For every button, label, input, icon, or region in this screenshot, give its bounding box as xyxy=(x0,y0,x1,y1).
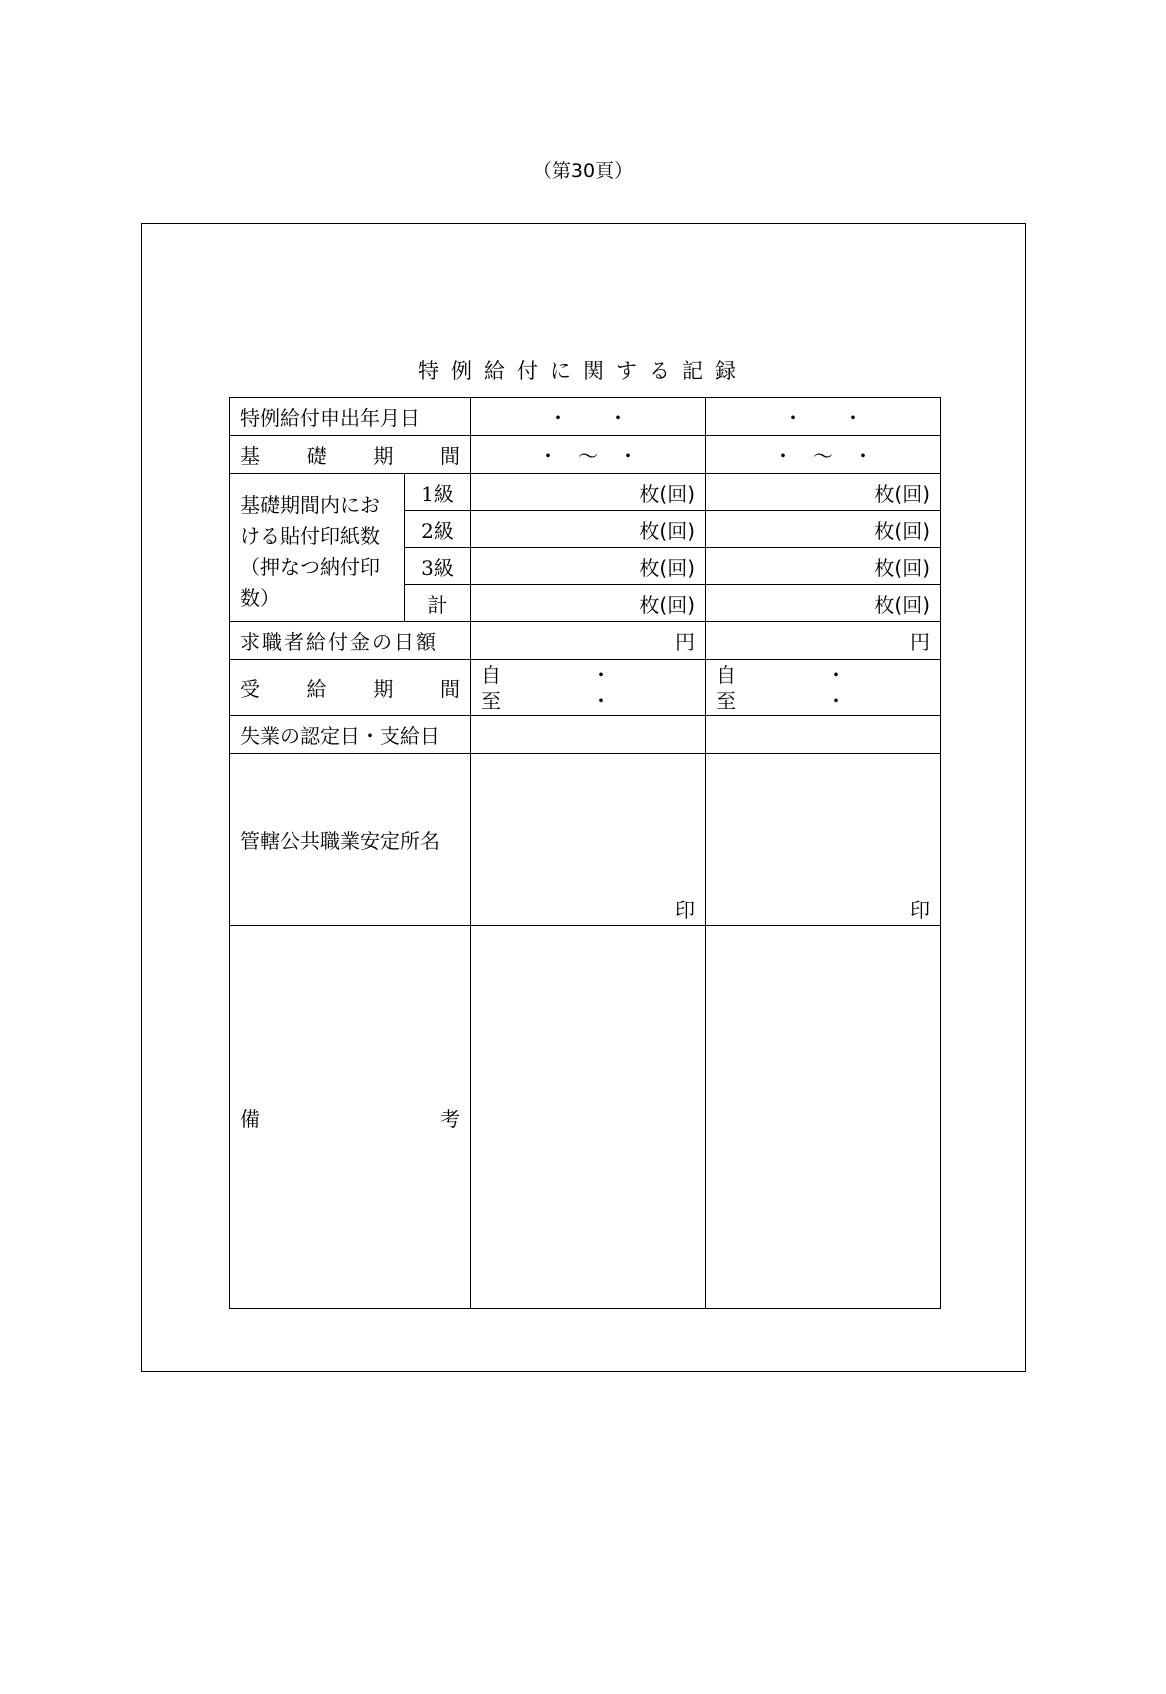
stamps-count-field-2[interactable]: 枚(回) xyxy=(706,585,941,622)
date-dot: ・ xyxy=(591,662,611,687)
seal-mark: 印 xyxy=(910,898,930,922)
benefit-period-label xyxy=(230,660,471,716)
benefit-period-field-2[interactable] xyxy=(706,660,941,716)
certification-label: 失業の認定日・支給日 xyxy=(230,716,471,754)
stamps-count-field-2[interactable]: 枚(回) xyxy=(706,548,941,585)
benefit-period-row xyxy=(230,660,941,716)
to-label: 至 xyxy=(481,688,501,713)
to-label: 至 xyxy=(716,688,736,713)
stamps-label xyxy=(230,474,405,622)
stamps-label-text: 基礎期間内における貼付印紙数（押なつ納付印数） xyxy=(240,493,380,610)
remarks-label xyxy=(230,926,471,1309)
daily-amount-label: 求職者給付金の日額 xyxy=(230,622,471,660)
remarks-label-char: 考 xyxy=(440,1106,460,1131)
from-label: 自 xyxy=(716,662,736,687)
office-label: 管轄公共職業安定所名 xyxy=(230,754,471,926)
stamps-count-field-1[interactable]: 枚(回) xyxy=(471,511,706,548)
stamps-grade-label: 1級 xyxy=(405,474,471,511)
base-period-label-char: 基 xyxy=(240,444,260,468)
application-date-field-2[interactable]: ・ ・ xyxy=(706,398,941,436)
stamps-count-field-1[interactable]: 枚(回) xyxy=(471,585,706,622)
seal-mark: 印 xyxy=(675,898,695,922)
record-table xyxy=(229,397,941,1309)
benefit-period-field-1[interactable] xyxy=(471,660,706,716)
base-period-field-2[interactable]: ・ ～ ・ xyxy=(706,436,941,474)
from-label: 自 xyxy=(481,662,501,687)
benefit-period-label-char: 期 xyxy=(373,677,394,701)
daily-amount-row xyxy=(230,622,941,660)
base-period-label xyxy=(230,436,471,474)
page-number: （第30頁） xyxy=(532,160,634,182)
date-dot: ・ xyxy=(591,688,611,713)
benefit-period-label-char: 給 xyxy=(306,677,327,701)
daily-amount-field-2[interactable]: 円 xyxy=(706,622,941,660)
benefit-period-label-char: 受 xyxy=(240,677,260,701)
base-period-row xyxy=(230,436,941,474)
remarks-field-1[interactable] xyxy=(471,926,706,1309)
remarks-label-char: 備 xyxy=(240,1106,260,1131)
base-period-label-char: 間 xyxy=(439,444,460,468)
office-row xyxy=(230,754,941,926)
base-period-field-1[interactable]: ・ ～ ・ xyxy=(471,436,706,474)
stamps-grade-row-1 xyxy=(230,474,941,511)
remarks-row xyxy=(230,926,941,1309)
remarks-field-2[interactable] xyxy=(706,926,941,1309)
application-date-field-1[interactable]: ・ ・ xyxy=(471,398,706,436)
daily-amount-field-1[interactable]: 円 xyxy=(471,622,706,660)
date-dot: ・ xyxy=(826,662,846,687)
certification-row xyxy=(230,716,941,754)
office-field-2[interactable] xyxy=(706,754,941,926)
base-period-label-char: 期 xyxy=(373,444,394,468)
base-period-label-char: 礎 xyxy=(306,444,327,468)
application-date-row xyxy=(230,398,941,436)
stamps-count-field-2[interactable]: 枚(回) xyxy=(706,511,941,548)
stamps-grade-label: 2級 xyxy=(405,511,471,548)
stamps-grade-label: 3級 xyxy=(405,548,471,585)
certification-field-1[interactable] xyxy=(471,716,706,754)
stamps-count-field-1[interactable]: 枚(回) xyxy=(471,548,706,585)
stamps-count-field-2[interactable]: 枚(回) xyxy=(706,474,941,511)
certification-field-2[interactable] xyxy=(706,716,941,754)
form-title: 特例給付に関する記録 xyxy=(418,359,748,383)
date-dot: ・ xyxy=(826,688,846,713)
application-date-label: 特例給付申出年月日 xyxy=(230,398,471,436)
stamps-total-label: 計 xyxy=(405,585,471,622)
stamps-count-field-1[interactable]: 枚(回) xyxy=(471,474,706,511)
benefit-period-label-char: 間 xyxy=(439,677,460,701)
office-field-1[interactable] xyxy=(471,754,706,926)
